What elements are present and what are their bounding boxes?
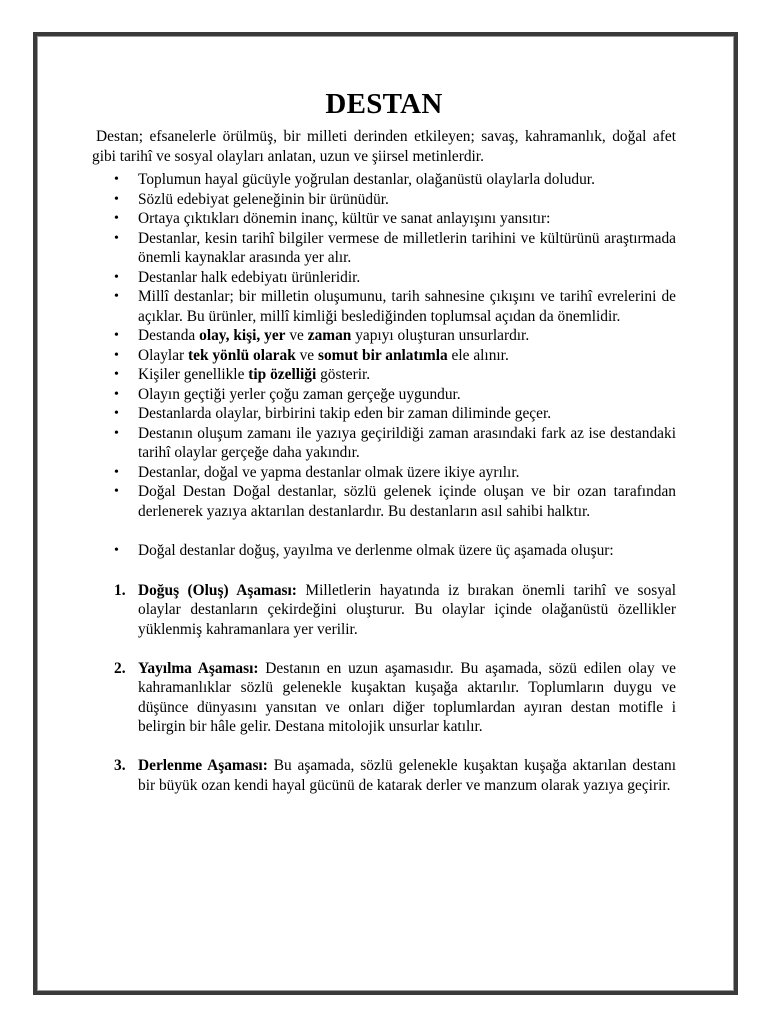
list-item-text: Olayın geçtiği yerler çoğu zaman gerçeğe uygundur.	[138, 385, 461, 403]
bold-text: olay, kişi, yer	[199, 327, 286, 344]
stage-number: 2.	[114, 659, 126, 677]
list-item	[92, 229, 676, 268]
list-item	[92, 209, 676, 229]
list-item-text: Millî destanlar; bir milletin oluşumunu, tarih sahnesine çıkışını ve tarihî evrelerini de açıklar. Bu ürünler, millî kimliği beslediğinden toplumsal açıdan da önemlidir.	[138, 288, 676, 325]
list-item-text: Toplumun hayal gücüyle yoğrulan destanlar, olağanüstü olaylarla doludur.	[138, 171, 595, 188]
document-body	[92, 86, 676, 815]
list-item-text: Destanlar, kesin tarihî bilgiler vermese de milletlerin tarihini ve kültürünü araştırmada önemli kaynaklar arasında yer alır.	[138, 229, 676, 266]
list-item-text	[138, 347, 509, 364]
list-item-text: Destanlar, doğal ve yapma destanlar olmak üzere ikiye ayrılır.	[138, 463, 520, 481]
list-item	[92, 365, 676, 385]
text-segment: yapıyı oluşturan unsurlardır.	[351, 327, 530, 344]
list-item	[92, 287, 676, 326]
bullet-icon: •	[114, 172, 119, 187]
list-item-text: Doğal Destan Doğal destanlar, sözlü gelenek içinde oluşan ve bir ozan tarafından derlenerek yazıya aktarılan destanlardır. Bu destanların asıl sahibi halktır.	[138, 483, 676, 520]
list-item-text: Doğal destanlar doğuş, yayılma ve derlenme olmak üzere üç aşamada oluşur:	[138, 542, 614, 559]
stage-item	[92, 756, 676, 795]
stage-item	[92, 659, 676, 737]
list-item	[92, 482, 676, 521]
bold-text: tek yönlü olarak	[188, 346, 296, 364]
list-item	[92, 268, 676, 288]
list-item-text: Ortaya çıktıkları dönemin inanç, kültür ve sanat anlayışını yansıtır:	[138, 210, 551, 227]
bullet-icon: •	[114, 425, 119, 441]
list-item-text: Destanlarda olaylar, birbirini takip eden bir zaman diliminde geçer.	[138, 405, 552, 422]
bullet-icon: •	[114, 484, 119, 499]
bullet-icon: •	[114, 191, 119, 207]
bullet-icon: •	[114, 347, 119, 363]
stages-list	[92, 581, 676, 796]
list-item	[92, 326, 676, 346]
bullet-icon: •	[114, 211, 119, 226]
stage-number: 3.	[114, 757, 126, 774]
bullet-icon: •	[114, 386, 119, 402]
list-item	[92, 424, 676, 463]
text-segment: Destanda	[138, 327, 200, 344]
list-item	[92, 170, 676, 190]
page-title: DESTAN	[325, 88, 443, 120]
list-item	[92, 385, 676, 405]
bullet-icon: •	[114, 464, 119, 480]
bullet-list	[92, 170, 676, 561]
list-item	[92, 346, 676, 366]
list-item-text	[138, 327, 529, 344]
bullet-icon: •	[114, 230, 119, 246]
list-item	[92, 404, 676, 424]
bullet-icon: •	[114, 328, 119, 343]
bullet-icon: •	[114, 543, 119, 558]
stage-heading: Derlenme Aşaması:	[138, 757, 268, 774]
list-item-text: Sözlü edebiyat geleneğinin bir ürünüdür.	[138, 190, 389, 208]
list-item	[92, 541, 676, 561]
stage-text: Destanın en uzun aşamasıdır. Bu aşamada, sözü edilen olay ve kahramanlıklar sözlü gelenekle kuşaktan kuşağa aktarılır. Toplumların duygu ve düşünce dünyasını yansıtan ve onları diğer toplumlardan ayıran destan motifle i belirgin bir hâle gelir. Destana mitolojik unsurlar katılır.	[138, 659, 676, 735]
text-segment: ele alınır.	[447, 346, 509, 364]
bold-text: somut bir anlatımla	[317, 346, 448, 364]
bullet-icon: •	[114, 289, 119, 304]
stage-number: 1.	[114, 581, 126, 599]
list-item-text: Destanın oluşum zamanı ile yazıya geçirildiği zaman arasındaki fark az ise destandaki tarihî olaylar gerçeğe daha yakındır.	[138, 424, 676, 461]
list-item	[92, 190, 676, 210]
text-segment: ve	[295, 346, 318, 364]
text-segment: Kişiler genellikle	[138, 366, 249, 383]
text-segment: gösterir.	[316, 366, 371, 383]
bold-text: zaman	[307, 327, 352, 344]
text-segment: ve	[285, 327, 308, 344]
stage-text: Bu aşamada, sözlü gelenekle kuşaktan kuşağa aktarılan destanı bir büyük ozan kendi hayal gücünü de katarak derler ve manzum olarak yazıya geçirir.	[138, 757, 676, 794]
stage-heading: Doğuş (Oluş) Aşaması:	[138, 581, 297, 599]
text-segment: Olaylar	[138, 346, 188, 364]
stage-text: Milletlerin hayatında iz bırakan önemli tarihî ve sosyal olaylar destanların çekirdeğini oluşturur. Bu olaylar içinde olağanüstü özellikler yüklenmiş kahramanlara yer verilir.	[138, 581, 676, 638]
bullet-icon: •	[114, 367, 119, 382]
intro-paragraph: Destan; efsanelerle örülmüş, bir milleti derinden etkileyen; savaş, kahramanlık, doğal afet gibi tarihî ve sosyal olayları anlatan, uzun ve şiirsel metinlerdir.	[92, 128, 676, 165]
bullet-icon: •	[114, 269, 119, 285]
list-item	[92, 463, 676, 483]
list-item-text	[138, 366, 370, 383]
bullet-icon: •	[114, 406, 119, 421]
bold-text: tip özelliği	[248, 366, 317, 383]
stage-item	[92, 581, 676, 640]
stage-heading: Yayılma Aşaması:	[138, 659, 259, 677]
list-item-text: Destanlar halk edebiyatı ürünleridir.	[138, 268, 361, 286]
